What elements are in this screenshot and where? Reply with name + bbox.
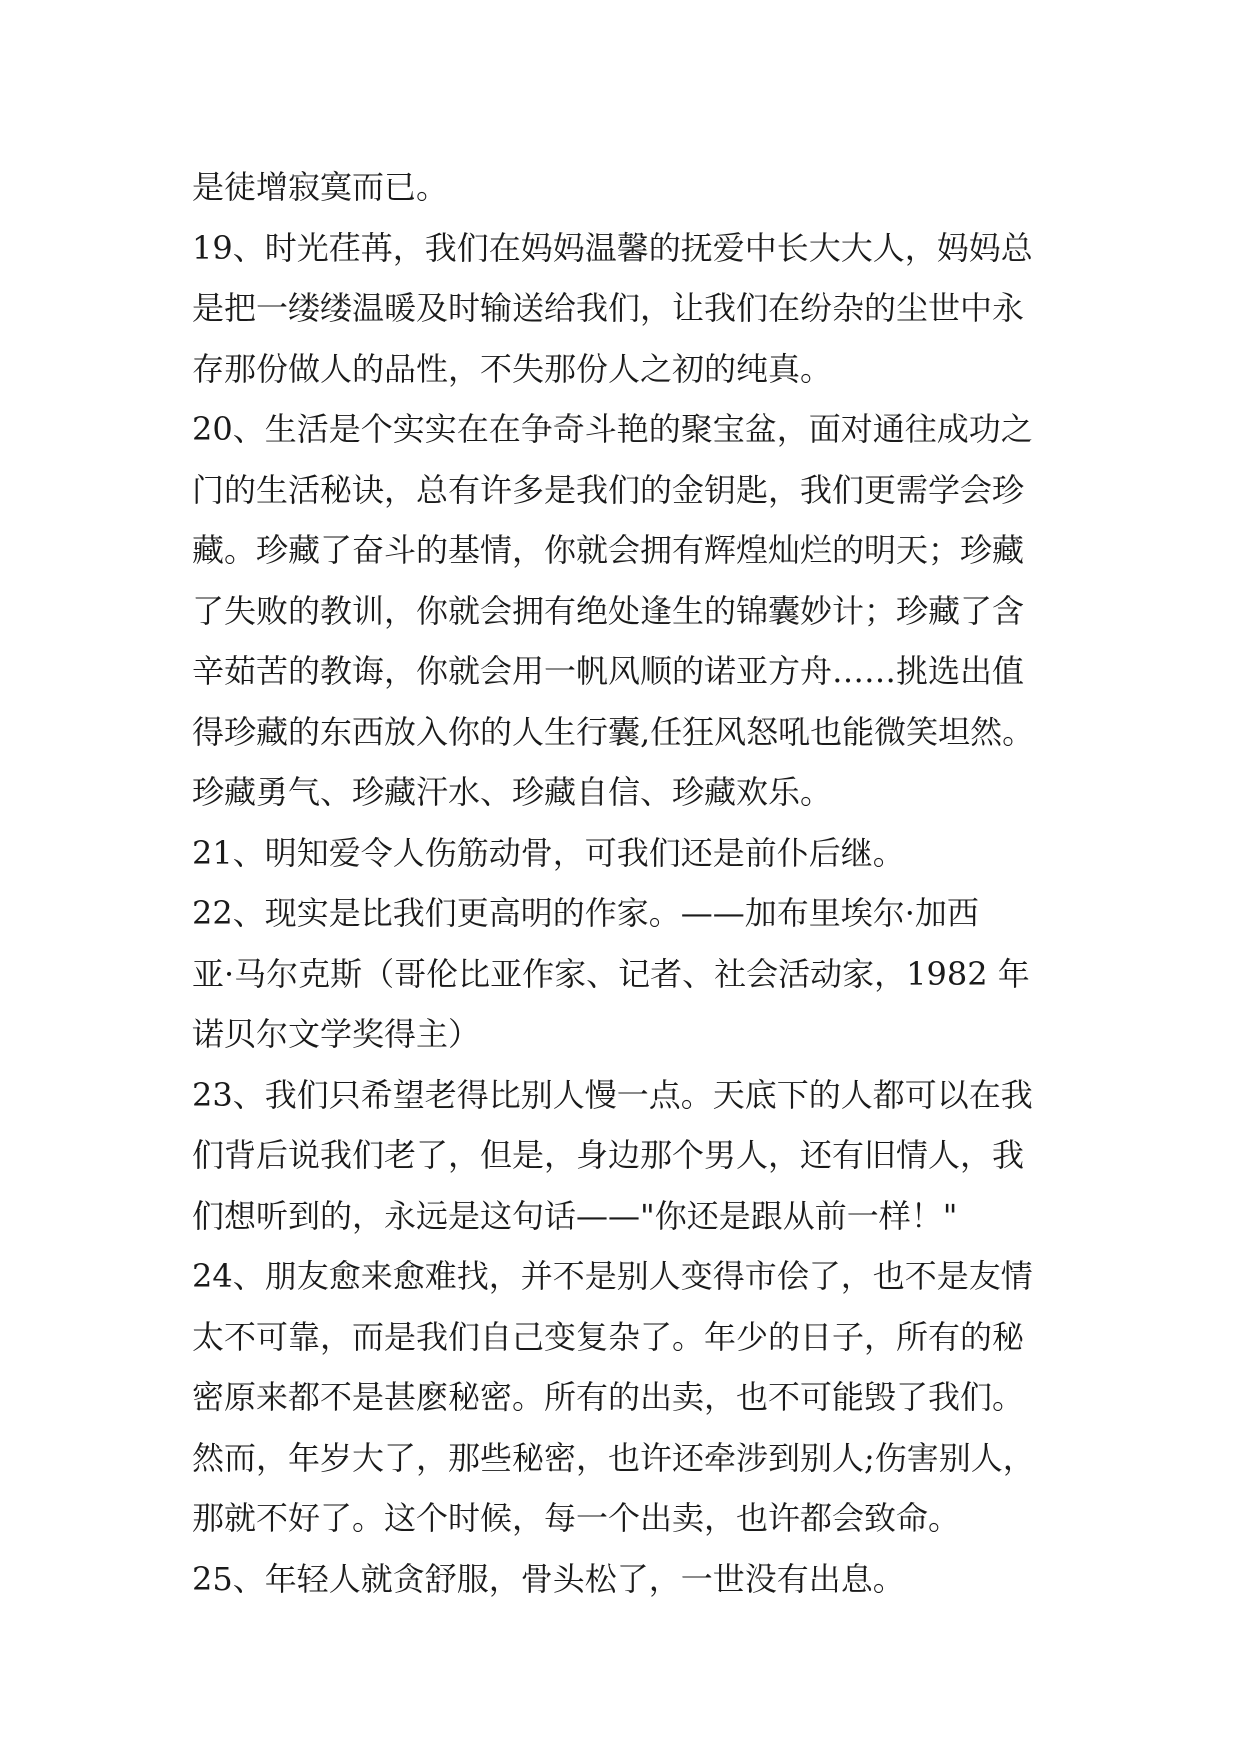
text-line: 诺贝尔文学奖得主） [192, 1015, 481, 1053]
text-line: 是徒增寂寞而已。 [192, 168, 449, 206]
text-line: 25、年轻人就贪舒服，骨头松了，一世没有出息。 [192, 1559, 905, 1598]
text-line: 亚·马尔克斯（哥伦比亚作家、记者、社会活动家，1982 年 [192, 954, 1030, 993]
text-line: 密原来都不是甚麽秘密。所有的出卖，也不可能毁了我们。 [192, 1378, 1025, 1416]
text-line: 20、生活是个实实在在争奇斗艳的聚宝盆，面对通往成功之 [192, 410, 1033, 448]
text-line: 23、我们只希望老得比别人慢一点。天底下的人都可以在我 [192, 1075, 1033, 1114]
text-line: 22、现实是比我们更高明的作家。——加布里埃尔·加西 [192, 894, 979, 932]
text-line: 太不可靠，而是我们自己变复杂了。年少的日子，所有的秘 [192, 1317, 1025, 1356]
text-line: 们想听到的，永远是这句话——"你还是跟从前一样！" [192, 1196, 958, 1235]
text-line: 珍藏勇气、珍藏汗水、珍藏自信、珍藏欢乐。 [192, 773, 833, 811]
text-line: 21、明知爱令人伤筋动骨，可我们还是前仆后继。 [192, 833, 905, 872]
text-line: 19、时光荏苒，我们在妈妈温馨的抚爱中长大大人，妈妈总 [192, 228, 1033, 267]
text-line: 存那份做人的品性，不失那份人之初的纯真。 [192, 349, 833, 388]
text-line: 藏。珍藏了奋斗的基情，你就会拥有辉煌灿烂的明天；珍藏 [192, 531, 1025, 569]
text-line: 门的生活秘诀，总有许多是我们的金钥匙，我们更需学会珍 [192, 470, 1025, 509]
text-line: 们背后说我们老了，但是，身边那个男人，还有旧情人，我 [192, 1136, 1025, 1174]
document-body [192, 157, 1072, 1609]
text-line: 24、朋友愈来愈难找，并不是别人变得市侩了，也不是友情 [192, 1257, 1033, 1295]
text-line: 是把一缕缕温暖及时输送给我们，让我们在纷杂的尘世中永 [192, 289, 1025, 327]
text-line: 那就不好了。这个时候，每一个出卖，也许都会致命。 [192, 1499, 961, 1537]
text-line: 辛茹苦的教诲，你就会用一帆风顺的诺亚方舟……挑选出值 [192, 652, 1025, 690]
text-line: 然而，年岁大了，那些秘密，也许还牵涉到别人;伤害别人， [192, 1438, 1035, 1477]
text-line: 了失败的教训，你就会拥有绝处逢生的锦囊妙计；珍藏了含 [192, 591, 1025, 630]
text-line: 得珍藏的东西放入你的人生行囊,任狂风怒吼也能微笑坦然。 [192, 712, 1035, 751]
